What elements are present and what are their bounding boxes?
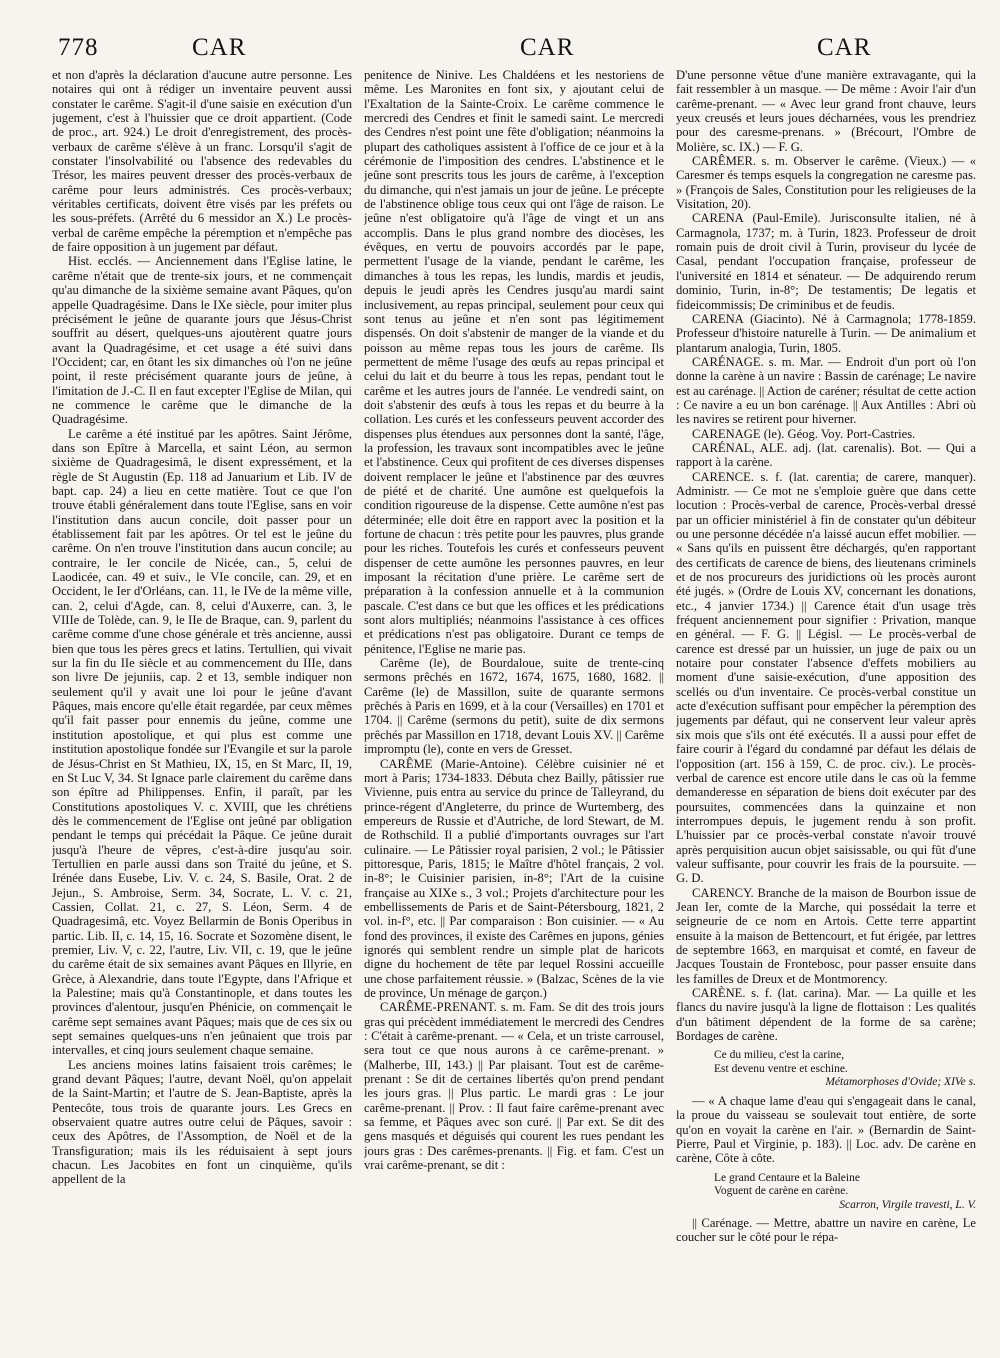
- paragraph: — « A chaque lame d'eau qui s'engageait dans le canal, la proue du vaisseau se soulevait tout entière, de sorte qu'on en voyait la carène en l'air. » (Bernardin de Saint-Pierre, Paul et Virginie, p. 183). || Loc. adv. De carène en carène, Côte à côte.: [676, 1093, 976, 1166]
- entry-carena-giacinto: CARENA (Giacinto). Né à Carmagnola; 1778-1859. Professeur d'histoire naturelle à Turin. — De animalium et plantarum analogia, Turin, 1805.: [676, 311, 976, 355]
- verse-quote: [698, 1049, 976, 1090]
- paragraph: D'une personne vêtue d'une manière extravagante, qui la fait ressembler à un masque. — De même : Avoir l'air d'un carême-prenant. — « Avec leur grand front chauve, leurs yeux creusés et leurs joues décharnées, vous les prendriez pour des caresme-prenans. » (Brécourt, l'Ombre de Molière, sc. IX.) — F. G.: [676, 68, 976, 154]
- entry-caremer: CARÊMER. s. m. Observer le carême. (Vieux.) — « Caresmer és temps esquels la congregation ne caresme pas. » (François de Sales, Constitution pour les religieuses de la Visitation, 20).: [676, 154, 976, 212]
- header-right-word: CAR: [817, 34, 872, 61]
- entry-careme-marie-antoine: CARÊME (Marie-Antoine). Célèbre cuisinier né et mort à Paris; 1734-1833. Débuta chez Bailly, pâtissier rue Vivienne, puis entra au service du prince de Talleyrand, du prince-régent d'Angleterre, du prince de Wurtemberg, des empereurs de Russie et d'Autriche, de lord Stewart, de M. de Rothschild. Il a publié d'importants ouvrages sur l'art culinaire. — Le Pâtissier royal parisien, 2 vol.; le Pâtissier pittoresque, Paris, 1815; le Maître d'hôtel français, 2 vol. in-8°; le Cuisinier parisien, in-8°; l'Art de la cuisine française au XIXe s., 3 vol.; Projets d'architecture pour les embellissements de Paris et de Saint-Pétersbourg, 1821, 2 vol. in-f°, etc. || Par comparaison : Bon cuisinier. — « Au fond des provinces, il existe des Carêmes en jupons, génies ignorés qui semblent rendre un simple plat de haricots digne du hochement de tête par lequel Rossini accueille une chose parfaitement réussie. » (Balzac, Scènes de la vie de province, Un ménage de garçon.): [364, 756, 664, 1000]
- entry-carence: CARENCE. s. f. (lat. carentia; de carere, manquer). Administr. — Ce mot ne s'emploie guère que dans cette locution : Procès-verbal de carence, Procès-verbal dressé par un officier ministériel à fin de constater qu'un débiteur ou une personne décédée n'a laissé aucun effet mobilier. — « Sans qu'ils en puissent être déchargés, qu'en rapportant des certificats de carence de biens, des lieutenans criminels et de nos procureurs des juridictions où les procès auront été jugés. » (Ordre de Louis XV, concernant les donations, etc., 4 janvier 1734.) || Carence était d'un usage très fréquent anciennement pour signifier : Privation, manque en général. — F. G. || Législ. — Le procès-verbal de carence est dressé par un huissier, un juge de paix ou un notaire pour constater l'absence d'effets mobiliers au moment d'une saisie-exécution, d'une apposition des scellés ou d'un inventaire. Ce procès-verbal constitue un acte d'exécution suffisant pour empêcher la péremption des jugements par défaut, qui ne conservent leur valeur après six mois que s'ils ont été exécutés. Il a aussi pour effet de faire courir à l'égard du condamné par défaut les délais de l'opposition (art. 156 à 159, C. de proc. civ.). Le procès-verbal de carence est encore utile dans le cas où la femme demanderesse en séparation de biens doit exécuter par des poursuites, commencées dans la quinzaine et non interrompues depuis, le jugement rendu à son profit. L'huissier par ce procès-verbal constate n'avoir trouvé après perquisition aucun objet saisissable, ou qui fût d'une valeur suffisante, pour couvrir les frais de la poursuite. — G. D.: [676, 469, 976, 886]
- column-3: [676, 68, 976, 1358]
- paragraph: Hist. ecclés. — Anciennement dans l'Eglise latine, le carême n'était que de trente-six jours, et ne commençait qu'au dimanche de la sixième semaine avant Pâques, qu'on appelle Quadragésime. Dans le IXe siècle, pour imiter plus précisément le jeûne de quarante jours que Jésus-Christ souffrit au désert, quelques-uns ajoutèrent quatre jours avant la Quadragésime, et cet usage a été suivi dans l'Occident; car, en ôtant les six dimanches où l'on ne jeûne point, il reste précisément quarante jours de jeûne, à l'imitation de J.-C. Il en faut excepter l'Eglise de Milan, qui ne commence le carême que le dimanche de la Quadragésime.: [52, 254, 352, 427]
- entry-careme-sermons: Carême (le), de Bourdaloue, suite de trente-cinq sermons prêchés en 1672, 1674, 1675, 1680, 1682. || Carême (le) de Massillon, suite de quarante sermons prêchés à Paris en 1699, et à la cour (Versailles) en 1701 et 1704. || Carême (sermons du petit), suite de dix sermons prêchés par Massillon en 1718, devant Louis XV. || Carême impromptu (le), conte en vers de Gresset.: [364, 656, 664, 757]
- column-2: [364, 68, 664, 1358]
- entry-carenage: CARÉNAGE. s. m. Mar. — Endroit d'un port où l'on donne la carène à un navire : Bassin de carénage; Le navire est au carénage. || Action de caréner; résultat de cette action : Ce navire a eu un bon carénage. || Aux Antilles : Abri où les navires se retirent pour hiverner.: [676, 354, 976, 427]
- entry-carency: CARENCY. Branche de la maison de Bourbon issue de Jean Ier, comte de la Marche, qui possédait la terre et seigneurie de ce nom en Artois. Cette terre appartint ensuite à la maison de Bettencourt, et fut érigée, par lettres de septembre 1663, en marquisat et comté, en faveur de Jacques Toustain de Frontebosc, pour passer ensuite dans les familles de Dreux et de Montmorency.: [676, 885, 976, 986]
- page-number: 778: [58, 34, 99, 61]
- paragraph: et non d'après la déclaration d'aucune autre personne. Les notaires qui ont à rédiger un inventaire peuvent aussi constater le carême. S'agit-il d'une saisie en exécution d'un jugement, c'est à l'huissier que ce droit appartient. (Code de proc., art. 924.) Le droit d'enregistrement, des procès-verbaux de carême s'élève à un franc. Lorsqu'il s'agit de constater l'insolvabilité ou l'absence des redevables du Trésor, les maires peuvent dresser des procès-verbaux de carême pour leurs administrés. Ces procès-verbaux; véritables certificats, doivent être visés par les préfets ou les sous-préfets. (Arrêté du 6 messidor an X.) Le procès-verbal de carême empêche la péremption et n'empêche pas de faire opposition à un jugement par défaut.: [52, 68, 352, 255]
- header-left-word: CAR: [192, 34, 247, 61]
- verse-quote: [698, 1172, 976, 1213]
- paragraph: penitence de Ninive. Les Chaldéens et les nestoriens de même. Les Maronites en font six, y ajoutant celui de l'Exaltation de la Sainte-Croix. Le carême commence le mercredi des Cendres et finit le samedi saint. Le mercredi des Cendres n'est point une fête d'obligation; néanmoins la plupart des catholiques assistent à l'office de ce jour et à la cérémonie de l'imposition des cendres. L'abstinence et le jeûne sont prescrits tous les jours de carême, à l'exception du dimanche, qui n'est jamais un jour de jeûne. Le précepte de l'abstinence oblige tous ceux qui ont l'âge de raison. Le jeûne n'est obligatoire qu'à l'âge de vingt et un ans accomplis. Dans le plus grand nombre des diocèses, les évêques, en vertu de pouvoirs accordés par le pape, permettent l'usage de la viande, pendant le carême, les dimanches à tous les repas, les lundis, mardis et jeudis, depuis le jeudi après les Cendres jusqu'au mardi saint inclusivement, au repas principal, seulement pour ceux qui sont tenus au jeûne et n'en sont pas légitimement dispensés. On doit s'abstenir de manger de la viande et du poisson au même repas tous les jours de carême. Ils permettent de même l'usage des œufs au repas principal et celui du lait et du beurre à tous les repas, pendant tout le carême et les autres jours de l'année. Le vendredi saint, on doit s'abstenir des œufs à tous les repas et du beurre à la collation. Les curés et les confesseurs peuvent accorder des dispenses plus étendues aux personnes dont la santé, l'âge, la profession, les travaux sont incompatibles avec le jeûne et l'abstinence. Ceux qui profitent de ces diverses dispenses doivent remplacer le jeûne et l'abstinence par des œuvres de piété et de charité. Une aumône est quelquefois la condition rigoureuse de la dispense. Cette aumône n'est pas déterminée; elle doit être en rapport avec la position et la fortune de chacun : très petite pour les pauvres, plus grande pour les riches. Toutefois les curés et confesseurs peuvent dispenser de cette aumône les personnes pauvres, en leur imposant la récitation d'une prière. Le carême sert de préparation à la confession annuelle et à la communion pascale. C'est dans ce but que les offices et les prédications sont alors multipliés; néanmoins l'assistance à ces offices et prédications n'est pas obligatoire. Durant ce temps de pénitence, l'Eglise ne marie pas.: [364, 68, 664, 656]
- running-head: [52, 34, 978, 68]
- verse-line: Ce du milieu, c'est la carine,: [714, 1049, 845, 1062]
- verse-line: Voguent de carène en carène.: [714, 1185, 849, 1198]
- paragraph: || Carénage. — Mettre, abattre un navire en carène, Le coucher sur le côté pour le répa-: [676, 1216, 976, 1245]
- entry-carena-paul-emile: CARENA (Paul-Emile). Jurisconsulte italien, né à Carmagnola, 1737; m. à Turin, 1823. Professeur de droit romain puis de droit civil à Turin, proviseur du lycée de Casal, pendant l'occupation française, professeur de l'université en 1814 et sénateur. — De adquirendo rerum dominio, Turin, in-8°; De testamentis; De legatis et fideicommissis; De criminibus et de feudis.: [676, 211, 976, 312]
- verse-source: Scarron, Virgile travesti, L. V.: [839, 1198, 976, 1211]
- verse-line: Est devenu ventre et eschine.: [714, 1062, 848, 1075]
- entry-careme-prenant: CARÊME-PRENANT. s. m. Fam. Se dit des trois jours gras qui précèdent immédiatement le mercredi des Cendres : C'était à carême-prenant. — « Cela, et un triste carrousel, sera tout ce que nous aurons à ce carême-prenant. » (Malherbe, III, 143.) || Par plaisant. Tout est de carême-prenant : Se dit de certaines libertés qu'on prend pendant les jours gras. || Plus partic. Le mardi gras : Le jour carême-prenant. || Prov. : Il faut faire carême-prenant avec sa femme, et Pâques avec son curé. || Par ext. Se dit des gens masqués et déguisés qui courent les rues pendant les jours gras : Des carêmes-prenants. || Fig. et fam. C'est un vrai carême-prenant, se dit :: [364, 1000, 664, 1173]
- verse-source: Métamorphoses d'Ovide; XIVe s.: [825, 1076, 976, 1089]
- entry-carenage-geog: CARENAGE (le). Géog. Voy. Port-Castries.: [692, 426, 916, 441]
- paragraph: Les anciens moines latins faisaient trois carêmes; le grand devant Pâques; l'autre, devant Noël, qu'on appelait de la Saint-Martin; et l'autre de S. Jean-Baptiste, après la Pentecôte, tous trois de quarante jours. Les Grecs en observaient quatre autres outre celui de Pâques, savoir : ceux des Apôtres, de l'Assomption, de Noël et de la Transfiguration; mais ils les réduisaient à sept jours chacun. Les Jacobites en font un cinquième, qu'ils appellent de la: [52, 1057, 352, 1187]
- text-columns: [52, 68, 978, 1358]
- verse-line: Le grand Centaure et la Baleine: [714, 1171, 860, 1184]
- entry-carenal: CARÉNAL, ALE. adj. (lat. carenalis). Bot. — Qui a rapport à la carène.: [676, 440, 976, 470]
- entry-carene: CARÈNE. s. f. (lat. carina). Mar. — La quille et les flancs du navire jusqu'à la ligne de flottaison : Les qualités d'un bâtiment dépendent de la forme de sa carène; Bordages de carène.: [676, 986, 976, 1044]
- column-1: [52, 68, 352, 1358]
- paragraph: Le carême a été institué par les apôtres. Saint Jérôme, dans son Epître à Marcella, et saint Léon, au sermon sixième de Quadragesimâ, le disent expressément, et la règle de St Augustin (Ep. 118 ad Januarium et Lib. IV de bapt. cap. 24) a lieu en cette matière. Tout ce que l'on trouve établi généralement dans toute l'Eglise, sans en voir l'institution dans aucun concile, doit passer pour un établissement fait par les apôtres. Or tel est le jeûne du carême. On n'en trouve l'institution dans aucun concile; au contraire, le Ier concile de Nicée, can., 5, celui de Laodicée, can. 49 et suiv., le VIe concile, can. 29, et en Occident, le Ier d'Orléans, can. 11, le IVe de la même ville, can. 2, celui d'Agde, can. 8, celui d'Auxerre, can. 3, le VIIIe de Tolède, can. 9, le IIe de Braque, can. 9, parlent du carême comme d'une chose générale et très ancienne, aussi bien que tous les pères grecs et latins. Tertullien, qui vivait sur la fin du IIe siècle et au commencement du IIIe, dans son livre De jejuniis, cap. 2 et 13, semble indiquer non seulement qu'il y avait une loi pour le jeûne d'avant Pâques, mais encore qu'elle était regardée, par ceux mêmes qu'il fait passer pour ennemis du jeûne, comme une institution apostolique, et qui plus est comme une institution apostolique fondée sur l'Evangile et sur la parole de Jésus-Christ en St Mathieu, IX, 15, en St Marc, II, 19, en St Luc V, 34. St Ignace parle clairement du carême dans son épître ad Philippenses. Enfin, il paraît, par les Constitutions apostoliques V. c. XVIII, que les chrétiens dès le commencement de l'Eglise ont jeûné par obligation pendant le temps qui précédait la Pâque. Ce jeûne durait jusqu'à l'heure de vêpres, c'est-à-dire jusqu'au soir. Tertullien en parle aussi dans son Traité du jeûne, et S. Irénée dans Eusebe, Liv. V. c. 24, S. Basile, Orat. 2 de Jejun., S. Ambroise, Serm. 34, Socrate, L. V. c. 21, Cassien, Collat. 21, c. 27, S. Léon, Serm. 4 de Quadragesimâ, etc. Voyez Bellarmin de Bonis Operibus in partic. Lib. II, c. 14, 15, 16. Socrate et Sozomène disent, le premier, Liv. V, c. 22, l'autre, Liv. VII, c. 19, que le jeûne du carême était de six semaines avant Pâques en Illyrie, en Grèce, à Alexandrie, dans toute l'Egypte, dans l'Afrique et la Palestine; mais qu'à Constantinople, et dans toutes les provinces d'alentour, jusqu'en Phénicie, on commençait le carême sept semaines avant Pâques; mais que de ces six ou sept semaines quelques-uns n'en jeûnaient que trois par intervalles, et cinq jours seulement chaque semaine.: [52, 426, 352, 1058]
- header-center-word: CAR: [520, 34, 575, 61]
